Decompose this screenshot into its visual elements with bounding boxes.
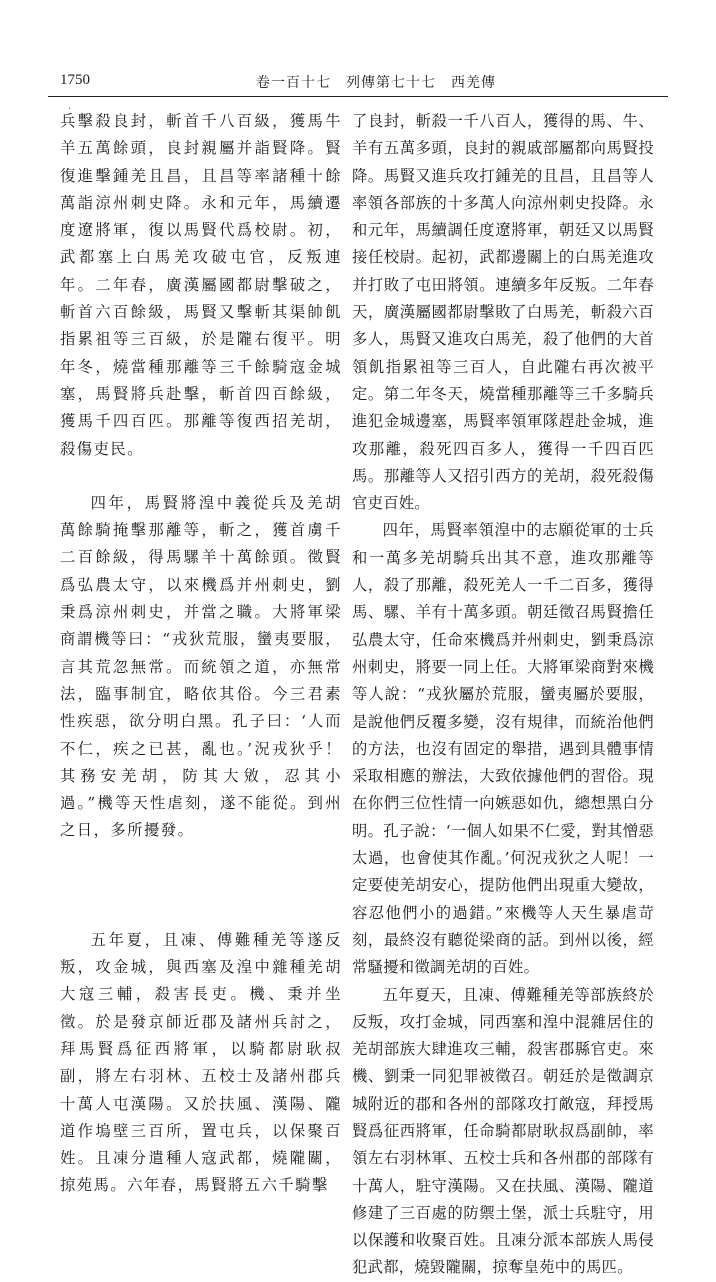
header-rule bbox=[48, 96, 668, 97]
classical-text-column bbox=[60, 108, 342, 1200]
classical-paragraph-3: 五年夏，且凍、傅難種羌等遂反叛，攻金城，與西塞及湟中雜種羌胡大寇三輔，殺害長吏。機、秉并坐徵。於是發京師近郡及諸州兵討之，拜馬賢爲征西將軍，以騎都尉耿叔副，將左右羽林、五校士及諸州郡兵十萬人屯漢陽。又於扶風、漢陽、隴道作塢壁三百所，置屯兵，以保聚百姓。且凍分遣種人寇武都，燒隴關，掠苑馬。六年春，馬賢將五六千騎擊 bbox=[60, 930, 342, 1195]
running-head: 卷一百十七 列傳第七十七 西羌傳 bbox=[256, 75, 496, 91]
translation-paragraph-1: 了良封，斬殺一千八百人，獲得的馬、牛、羊有五萬多頭，良封的親戚部屬都向馬賢投降。馬賢又進兵攻打鍾羌的且昌，且昌等人率領各部族的十多萬人向涼州刺史投降。永和元年，馬續調任度遼將軍，朝廷又以馬賢接任校尉。起初，武都邊關上的白馬羌進攻并打敗了屯田將領。連續多年反叛。二年春天，廣漢屬國都尉擊敗了白馬羌，斬殺六百多人，馬賢又進攻白馬羌，殺了他們的大首領飢指累祖等三百人，自此隴右再次被平定。第二年冬天，燒當種那離等三千多騎兵進犯金城邊塞，馬賢率領軍隊趕赴金城，進攻那離，殺死四百多人，獲得一千四百匹馬。那離等人又招引西方的羌胡，殺死殺傷官吏百姓。 bbox=[352, 112, 654, 513]
page-number: 1750 bbox=[60, 72, 90, 88]
page-header bbox=[48, 70, 648, 92]
translation-paragraph-3: 五年夏天，且凍、傅難種羌等部族終於反叛，攻打金城，同西塞和湟中混雜居住的羌胡部族大肆進攻三輔，殺害郡縣官吏。來機、劉秉一同犯罪被徵召。朝廷於是徵調京城附近的郡和各州的部隊攻打敵寇，拜授馬賢爲征西將軍，任命騎都尉耿叔爲副帥，率領左右羽林軍、五校士兵和各州郡的部隊有十萬人，駐守漢陽。又在扶風、漢陽、隴道修建了三百處的防禦土堡，派士兵駐守，用以保護和收聚百姓。且凍分派本部族人馬侵犯武都，燒毀隴關，掠奪皇苑中的馬匹。 bbox=[352, 985, 654, 1277]
margin-dot: · bbox=[68, 104, 72, 115]
classical-paragraph-1: 兵擊殺良封，斬首千八百級，獲馬牛羊五萬餘頭，良封親屬并詣賢降。賢復進擊鍾羌且昌，且昌等率諸種十餘萬詣涼州刺史降。永和元年，馬續遷度遼將軍，復以馬賢代爲校尉。初，武都塞上白馬羌攻破屯官，反叛連年。二年春，廣漢屬國都尉擊破之，斬首六百餘級，馬賢又擊斬其渠帥飢指累祖等三百級，於是隴右復平。明年冬，燒當種那離等三千餘騎寇金城塞，馬賢將兵赴擊，斬首四百餘級，獲馬千四百匹。那離等復西招羌胡，殺傷吏民。 bbox=[60, 112, 342, 458]
classical-paragraph-2: 四年，馬賢將湟中義從兵及羌胡萬餘騎掩擊那離等，斬之，獲首虜千二百餘級，得馬騾羊十萬餘頭。徵賢爲弘農太守，以來機爲并州刺史，劉秉爲涼州刺史，并當之職。大將軍梁商謂機等曰：“戎狄荒服，蠻夷要服，言其荒忽無常。而統領之道，亦無常法，臨事制宜，略依其俗。今三君素性疾惡，欲分明白黑。孔子曰：‘人而不仁，疾之已甚，亂也。’況戎狄乎！其務安羌胡，防其大敓，忍其小過。”機等天性虐刻，遂不能從。到州之日，多所擾發。 bbox=[60, 493, 342, 840]
translation-column bbox=[352, 108, 654, 1282]
translation-paragraph-2: 四年，馬賢率領湟中的志願從軍的士兵和一萬多羌胡騎兵出其不意，進攻那離等人，殺了那離，殺死羌人一千二百多，獲得馬、騾、羊有十萬多頭。朝廷徵召馬賢擔任弘農太守，任命來機爲并州刺史，劉秉爲涼州刺史，將要一同上任。大將軍梁商對來機等人說：“戎狄屬於荒服，蠻夷屬於要服，是說他們反覆多變，沒有規律，而統治他們的方法，也沒有固定的舉措，遇到具體事情采取相應的辦法，大致依據他們的習俗。現在你們三位性情一向嫉惡如仇，總想黑白分明。孔子說：‘一個人如果不仁愛，對其憎惡太過，也會使其作亂。’何況戎狄之人呢！一定要使羌胡安心，提防他們出現重大變故，容忍他們小的過錯。”來機等人天生暴虐苛刻，最終沒有聽從梁商的話。到州以後，經常騷擾和徵調羌胡的百姓。 bbox=[352, 521, 654, 977]
